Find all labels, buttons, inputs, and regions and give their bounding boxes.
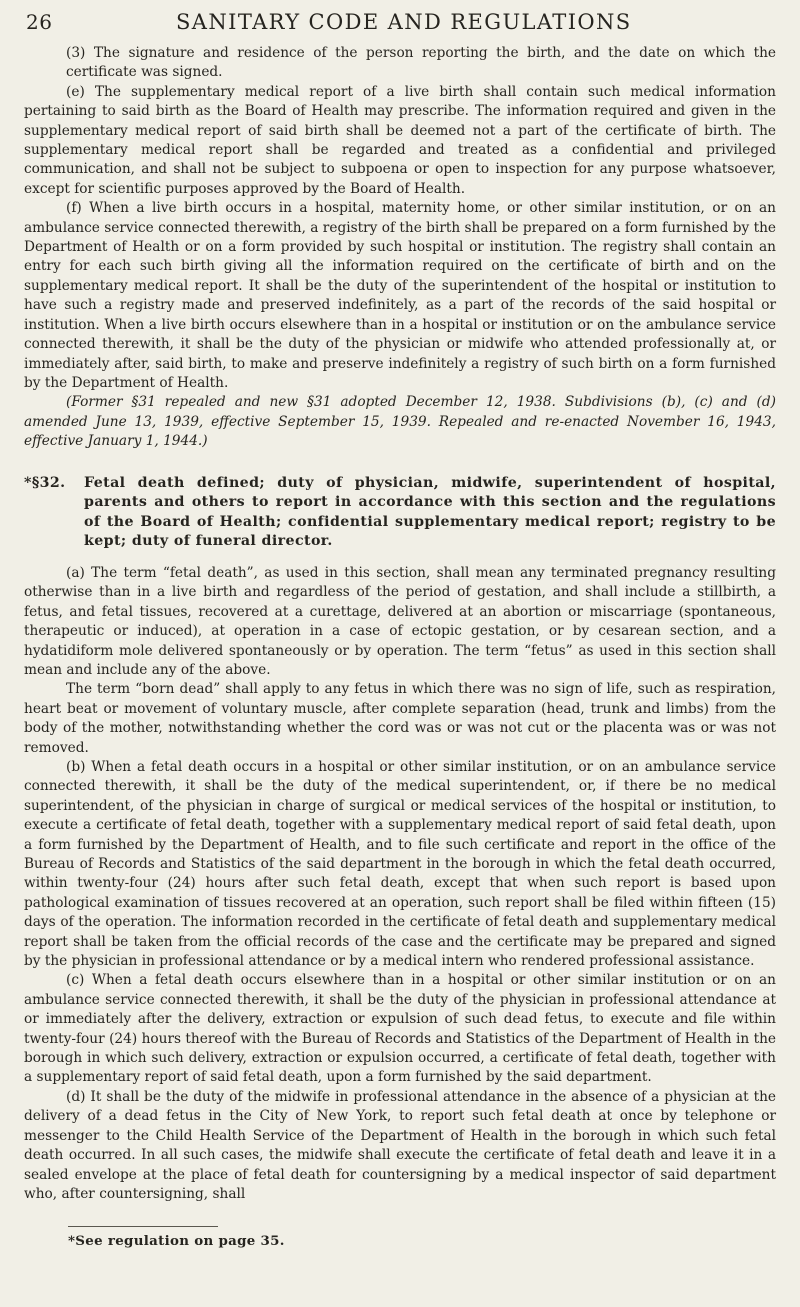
- paragraph-born-dead-definition: The term “born dead” shall apply to any fetus in which there was no sign of life, such as respiration, heart beat or movement of voluntary muscle, after complete separation (head, trunk and limbs) from the body of the mother, notwithstanding whether the cord was or was not cut or the placenta was or was not removed.: [24, 681, 776, 756]
- paragraph-b-hospital-fetal-death: (b) When a fetal death occurs in a hospital or other similar institution, or on an ambulance service connected therewith, it shall be the duty of the medical superintendent, or, if there be no medical superintendent, of the physician in charge of surgical or medical services of the hospital or institution, to execute a certificate of fetal death, together with a supplementary medical report of said fetal death, upon a form furnished by the Department of Health, and to file such certificate and report in the office of the Bureau of Records and Statistics of the said department in the borough in which the fetal death occurred, within twenty-four (24) hours after such fetal death, except that when such report is based upon pathological examination of tissues recovered at an operation, such report shall be filed within fifteen (15) days of the operation. The information recorded in the certificate of fetal death and supplementary medical report shall be taken from the official records of the case and the certificate may be prepared and signed by the physician in professional attendance or by a medical intern who rendered professional assistance.: [24, 758, 776, 970]
- paragraph-e-supplementary-report: (e) The supplementary medical report of a live birth shall contain such medical information pertaining to said birth as the Board of Health may prescribe. The information required and given in the supplementary medical report of said birth shall be deemed not a part of the certificate of birth. The supplementary medical report shall be regarded and treated as a confidential and privileged communication, and shall not be subject to subpoena or open to inspection for any purpose whatsoever, except for scientific purposes approved by the Board of Health.: [24, 83, 776, 197]
- footnote: *See regulation on page 35.: [68, 1233, 285, 1250]
- paragraph-f-registry: (f) When a live birth occurs in a hospital, maternity home, or other similar institution, or on an ambulance service connected therewith, a registry of the birth shall be prepared on a form furnished by the Department of Health or on a form provided by such hospital or institution. The registry shall contain an entry for each such birth giving all the information required on the certificate of birth and on the supplementary medical report. It shall be the duty of the superintendent of the hospital or institution to have such a registry made and preserved indefinitely, as a part of the records of the said hospital or institution. When a live birth occurs elsewhere than in a hospital or institution or on the ambulance service connected therewith, it shall be the duty of the physician or midwife who attended professionally at, or immediately after, said birth, to make and preserve indefinitely a registry of such birth on a form furnished by the Department of Health.: [24, 200, 776, 391]
- section-title: Fetal death defined; duty of physician, midwife, superintendent of hospital, parents and others to report in accordance with this section and the regulations of the Board of Health; confidential supplementary medical report; registry to be kept; duty of funeral director.: [84, 474, 776, 550]
- paragraph-a-fetal-death-definition: (a) The term “fetal death”, as used in this section, shall mean any terminated pregnancy resulting otherwise than in a live birth and regardless of the period of gestation, and shall include a stillbirth, a fetus, and fetal tissues, recovered at a curettage, delivered at an abortion or miscarriage (spontaneous, therapeutic or induced), at operation in a case of ectopic gestation, or by cesarean section, and a hydatidiform mole delivered spontaneously or by operation. The term “fetus” as used in this section shall mean and include any of the above.: [24, 564, 776, 678]
- page-number: 26: [26, 10, 53, 34]
- section-number: *§32.: [24, 474, 66, 491]
- paragraph-d-midwife-duty: (d) It shall be the duty of the midwife in professional attendance in the absence of a physician at the delivery of a dead fetus in the City of New York, to report such fetal death at once by telephone or messenger to the Child Health Service of the Department of Health in the borough in which such fetal death occurred. In all such cases, the midwife shall execute the certificate of fetal death and leave it in a sealed envelope at the place of fetal death for countersigning by a medical inspector of said department who, after countersigning, shall: [24, 1088, 776, 1202]
- paragraph-3-signature: (3) The signature and residence of the person reporting the birth, and the date on which the certificate was signed.: [66, 45, 776, 81]
- section-heading: [24, 474, 776, 552]
- page-header: [24, 10, 776, 40]
- paragraph-c-elsewhere-fetal-death: (c) When a fetal death occurs elsewhere than in a hospital or other similar institution or on an ambulance service connected therewith, it shall be the duty of the physician in professional attendance at or immediately after the delivery, extraction or expulsion of such dead fetus, to execute and file within twenty-four (24) hours thereof with the Bureau of Records and Statistics of the Department of Health in the borough in which such delivery, extraction or expulsion occurred, a certificate of fetal death, together with a supplementary report of said fetal death, upon a form furnished by the said department.: [24, 972, 776, 1086]
- history-note: (Former §31 repealed and new §31 adopted December 12, 1938. Subdivisions (b), (c) and (d) amended June 13, 1939, effective September 15, 1939. Repealed and re-enacted November 16, 1943, effective January 1, 1944.): [24, 394, 776, 450]
- running-title: SANITARY CODE AND REGULATIONS: [176, 10, 632, 34]
- footnote-divider: [68, 1226, 218, 1227]
